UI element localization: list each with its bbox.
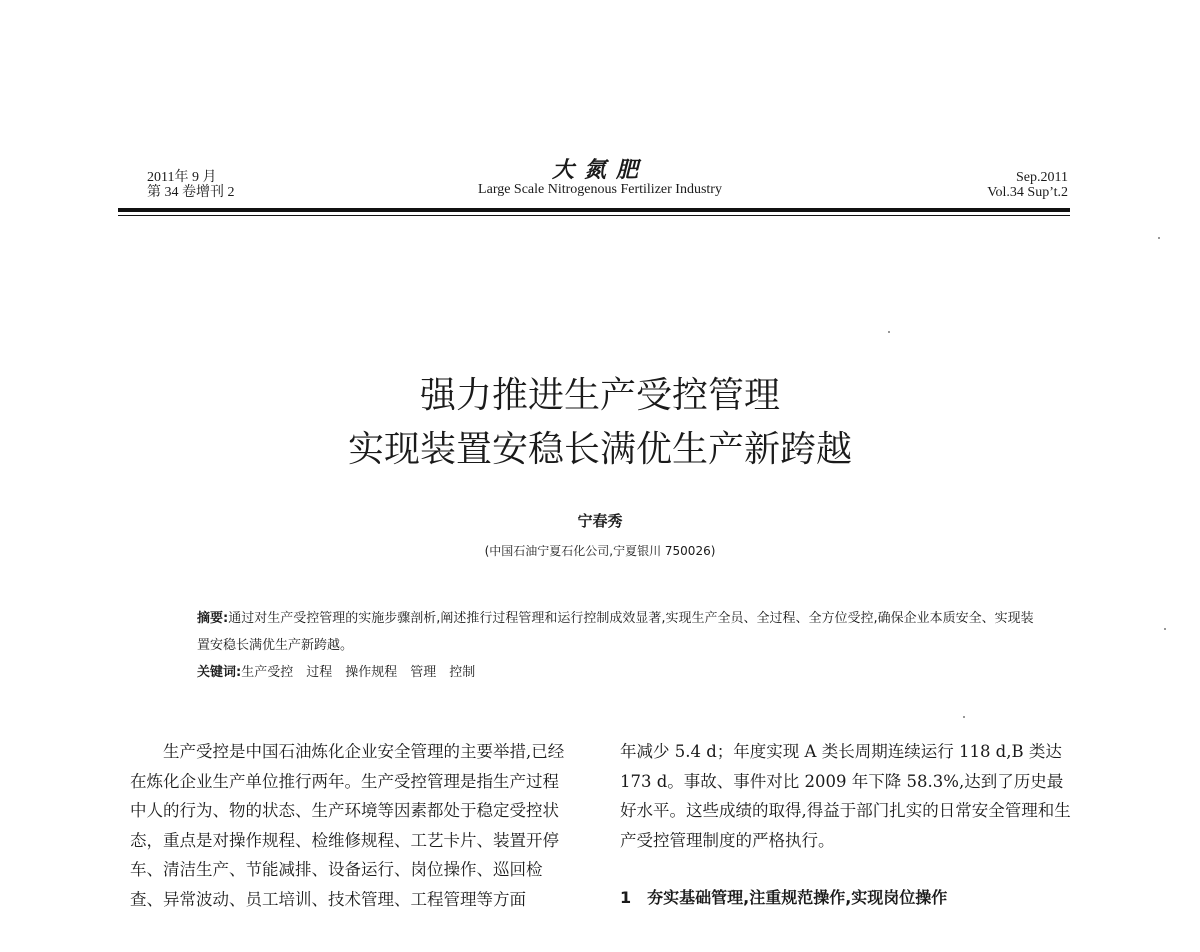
- abstract-label: 摘要:: [197, 611, 229, 626]
- abstract: [163, 605, 1043, 659]
- article-title-line-1: 强力推进生产受控管理: [419, 375, 780, 416]
- section-heading-1: 1 夯实基础管理,注重规范操作,实现岗位操作: [620, 888, 948, 907]
- header-rule-thick: [118, 208, 1070, 212]
- body-paragraph-right: 年减少 5.4 d；年度实现 A 类长周期连续运行 118 d,B 类达 173 d。事故、事件对比 2009 年下降 58.3%,达到了历史最好水平。这些成绩的取得,得益于部门扎实的日常安全管理和生产受控管理制度的严格执行。: [620, 742, 1071, 850]
- author-name: 宁春秀: [577, 512, 623, 530]
- header-issue-info: [147, 170, 235, 200]
- article-title-line-2: 实现装置安稳长满优生产新跨越: [347, 429, 852, 470]
- keywords-label: 关键词:: [197, 665, 242, 680]
- scan-speck: [963, 716, 965, 718]
- abstract-text: 通过对生产受控管理的实施步骤剖析,阐述推行过程管理和运行控制成效显著,实现生产全员、全过程、全方位受控,确保企业本质安全、实现装置安稳长满优生产新跨越。: [197, 611, 1034, 653]
- journal-name-en: Large Scale Nitrogenous Fertilizer Industry: [478, 182, 722, 197]
- journal-logo: 大氮肥: [551, 157, 648, 183]
- scan-speck: [1158, 237, 1160, 239]
- keywords: [163, 659, 1043, 686]
- keywords-text: 生产受控 过程 操作规程 管理 控制: [241, 665, 476, 680]
- header-volume-cn: 第 34 卷增刊 2: [147, 185, 235, 200]
- scan-speck: [888, 331, 890, 333]
- header-volume-en: Vol.34 Sup’t.2: [987, 185, 1068, 200]
- journal-masthead: [400, 158, 800, 198]
- body-paragraph-left: 生产受控是中国石油炼化企业安全管理的主要举措,已经在炼化企业生产单位推行两年。生产受控管理是指生产过程中人的行为、物的状态、生产环境等因素都处于稳定受控状态，重点是对操作规程、检维修规程、工艺卡片、装置开停车、清洁生产、节能减排、设备运行、岗位操作、巡回检查、异常波动、员工培训、技术管理、工程管理等方面: [130, 742, 565, 909]
- scan-speck: [1164, 628, 1166, 630]
- header-date-cn: 2011年 9 月: [147, 170, 217, 185]
- header-rule-thin: [118, 215, 1070, 216]
- header-issue-info-en: [987, 170, 1068, 200]
- body-column-left: [130, 737, 575, 914]
- body-column-right: [620, 737, 1072, 913]
- author-affiliation: (中国石油宁夏石化公司,宁夏银川 750026): [484, 544, 716, 558]
- abstract-block: [163, 605, 1043, 686]
- header-date-en: Sep.2011: [1016, 170, 1068, 185]
